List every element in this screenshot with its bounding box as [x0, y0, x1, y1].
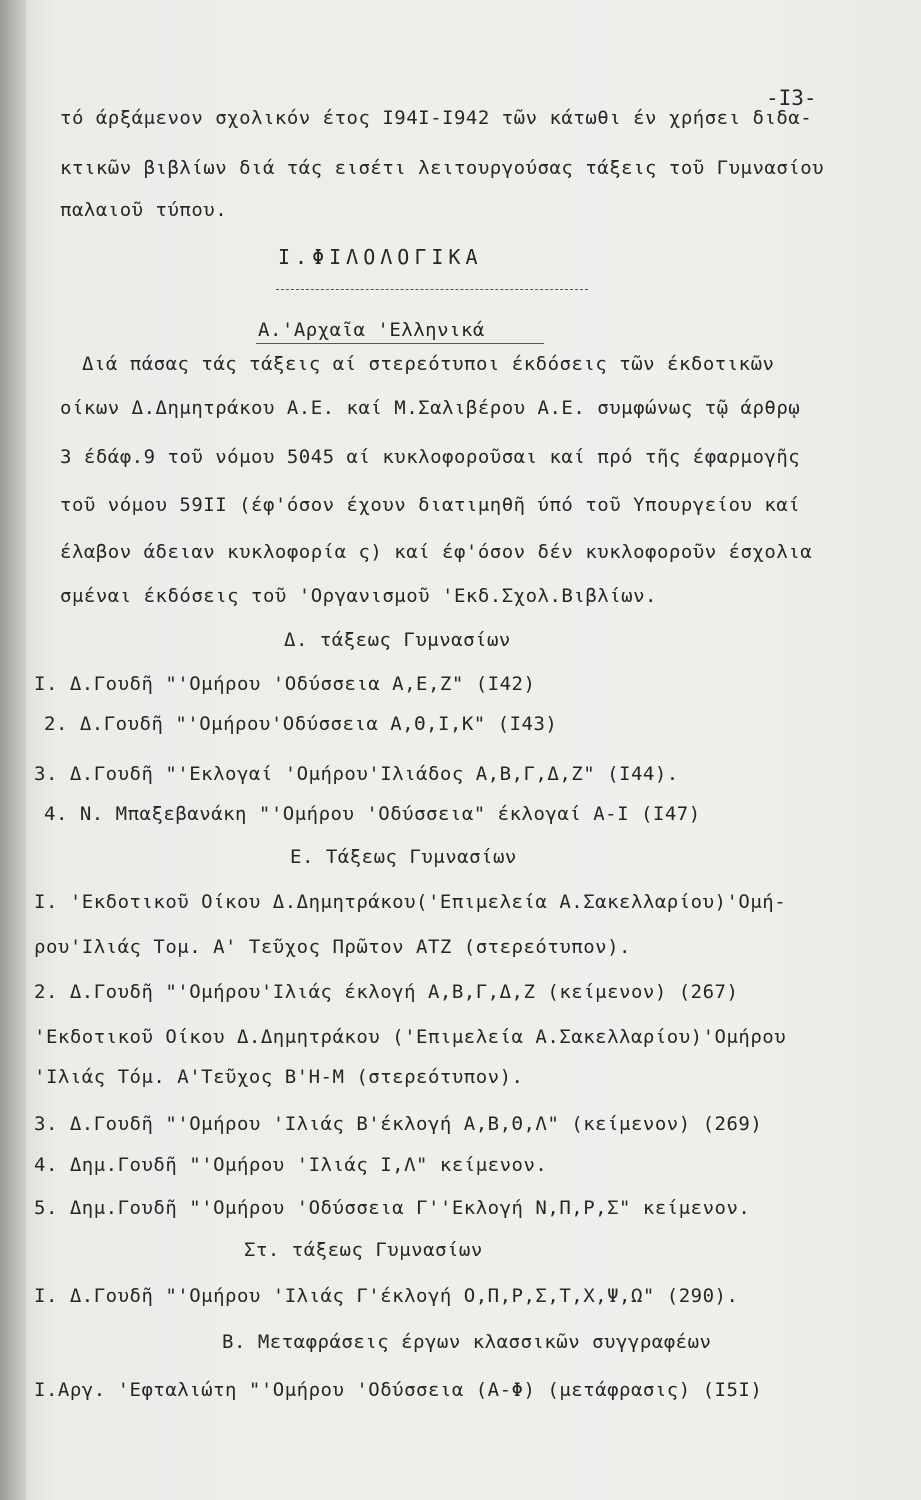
- list-item-st1: I. Δ.Γουδῆ "'Ομήρου 'Ιλιάς Γ'έκλογή Ο,Π,Ρ,Σ,Τ,Χ,Ψ,Ω" (290).: [34, 1285, 739, 1307]
- section-heading-philologika: I.ΦΙΛΟΛΟΓΙΚΑ: [278, 245, 483, 269]
- scan-edge-shadow: [0, 0, 26, 1500]
- list-item-e4: 4. Δημ.Γουδῆ "'Ομήρου 'Ιλιάς Ι,Λ" κείμενον.: [34, 1154, 548, 1176]
- body-line-6: 3 έδάφ.9 τοῦ νόμου 5045 αί κυκλοφοροῦσαι καί πρό τῆς έφαρμογῆς: [60, 446, 801, 468]
- body-line-1: τό άρξάμενον σχολικόν έτος I94I-I942 τῶν κάτωθι έν χρήσει διδα-: [60, 107, 813, 129]
- list-item-b1: I.Αργ. 'Εφταλιώτη "'Ομήρου 'Οδύσσεια (Α-Φ) (μετάφρασις) (I5I): [34, 1379, 763, 1401]
- class-st-heading: Στ. τάξεως Γυμνασίων: [244, 1239, 483, 1261]
- list-item-d4: 4. Ν. Μπαξεβανάκη "'Ομήρου 'Οδύσσεια" έκλογαί Α-Ι (I47): [44, 803, 701, 825]
- body-line-2: κτικῶν βιβλίων διά τάς εισέτι λειτουργούσας τάξεις τοῦ Γυμνασίου: [60, 157, 825, 179]
- class-e-heading: Ε. Τάξεως Γυμνασίων: [290, 846, 517, 868]
- list-item-d2: 2. Δ.Γουδῆ "'Ομήρου'Οδύσσεια Α,Θ,Ι,Κ" (I43): [44, 713, 558, 735]
- list-item-e3: 3. Δ.Γουδῆ "'Ομήρου 'Ιλιάς Β'έκλογή Α,Β,Θ,Λ" (κείμενον) (269): [34, 1113, 763, 1135]
- heading-rule: [276, 289, 588, 290]
- subheading-translations: Β. Μεταφράσεις έργων κλασσικῶν συγγραφέων: [222, 1331, 712, 1353]
- list-item-e2: 2. Δ.Γουδῆ "'Ομήρου'Ιλιάς έκλογή Α,Β,Γ,Δ,Ζ (κείμενον) (267): [34, 981, 739, 1003]
- list-item-e1-cont: ρου'Ιλιάς Τομ. Α' Τεῦχος Πρῶτον ΑΤΖ (στερεότυπον).: [34, 936, 631, 958]
- subheading-ancient-greek: Α.'Αρχαῖα 'Ελληνικά: [258, 319, 485, 341]
- list-item-e1: I. 'Εκδοτικοῦ Οίκου Δ.Δημητράκου('Επιμελεία Α.Σακελλαρίου)'Ομή-: [34, 891, 787, 913]
- body-line-4: Διά πάσας τάς τάξεις αί στερεότυποι έκδόσεις τῶν έκδοτικῶν: [82, 353, 775, 375]
- body-line-9: σμέναι έκδόσεις τοῦ 'Οργανισμοῦ 'Εκδ.Σχολ.Βιβλίων.: [60, 585, 657, 607]
- class-d-heading: Δ. τάξεως Γυμνασίων: [284, 629, 511, 651]
- body-line-7: τοῦ νόμου 59II (έφ'όσον έχουν διατιμηθῆ ύπό τοῦ Υπουργείου καί: [60, 494, 801, 516]
- subheading-underline: [256, 343, 544, 344]
- page-number: -I3-: [766, 86, 817, 110]
- list-item-e2-cont: 'Εκδοτικοῦ Οίκου Δ.Δημητράκου ('Επιμελεία Α.Σακελλαρίου)'Ομήρου: [34, 1026, 787, 1048]
- list-item-e5: 5. Δημ.Γουδῆ "'Ομήρου 'Οδύσσεια Γ''Εκλογή Ν,Π,Ρ,Σ" κείμενον.: [34, 1197, 751, 1219]
- list-item-d1: I. Δ.Γουδῆ "'Ομήρου 'Οδύσσεια Α,Ε,Ζ" (I42): [34, 673, 536, 695]
- list-item-d3: 3. Δ.Γουδῆ "'Εκλογαί 'Ομήρου'Ιλιάδος Α,Β,Γ,Δ,Ζ" (I44).: [34, 763, 679, 785]
- body-line-8: έλαβον άδειαν κυκλοφορία ς) καί έφ'όσον δέν κυκλοφοροῦν έσχολια: [60, 541, 813, 563]
- body-line-3: παλαιοῦ τύπου.: [60, 199, 228, 221]
- body-line-5: οίκων Δ.Δημητράκου Α.Ε. καί Μ.Σαλιβέρου Α.Ε. συμφώνως τῷ άρθρῳ: [60, 397, 801, 419]
- list-item-e2-cont2: 'Ιλιάς Τόμ. Α'Τεῦχος Β'Η-Μ (στερεότυπον).: [34, 1066, 524, 1088]
